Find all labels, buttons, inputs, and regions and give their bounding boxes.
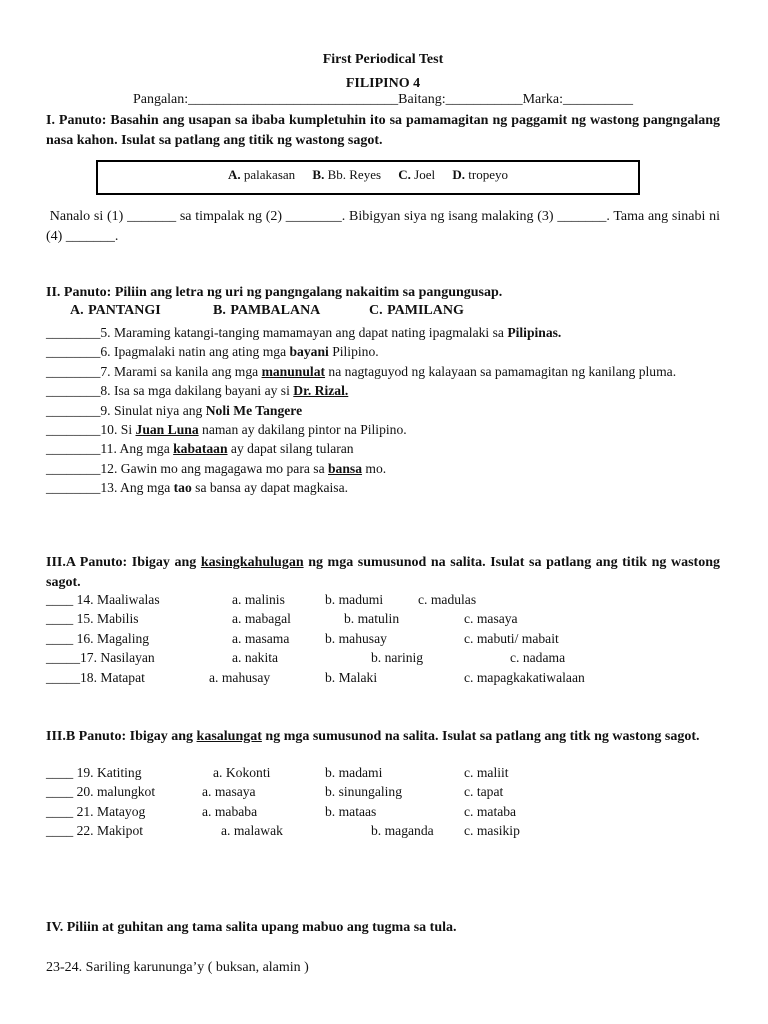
part2-item [46,381,720,400]
part3b-items [46,765,720,843]
question-word: ____ 15. Mabilis [46,611,139,627]
part2-item [46,420,720,439]
item-text: ________12. Gawin mo ang magagawa mo para sa [46,460,328,476]
part3b-instruction [46,727,720,747]
choice-b [312,167,381,182]
instruction-pre: III.B Panuto: Ibigay ang [46,729,197,744]
part3a-instruction [46,553,720,593]
question-word: ____ 14. Maaliwalas [46,592,160,607]
option-c: c. mabuti/ mabait [464,630,559,646]
option-b: b. matulin [344,611,400,627]
option-b: b. Malaki [325,669,378,685]
part2-instruction: II. Panuto: Piliin ang letra ng uri ng pangngalang nakaitim sa pangungusap. [46,285,503,300]
part2-item [46,342,720,361]
instruction-post: ng mga sumusunod na salita. Isulat sa patlang ang titk ng wastong sagot. [261,729,700,744]
question-row [46,592,720,611]
option-c: c. mapagkakatiwalaan [464,669,585,685]
part2-items [46,323,720,498]
option-a: a. masaya [202,784,256,800]
item-text-post: sa bansa ay dapat magkaisa. [191,480,349,496]
score-label: Marka: [522,92,564,107]
option-c: c. masaya [464,611,518,627]
subject-title: FILIPINO 4 [345,76,421,91]
key-noun: bansa [328,460,363,476]
grade-blank: ___________ [445,92,523,107]
student-info-line [46,92,720,108]
instruction-pre: III.A Panuto: Ibigay ang [46,555,201,570]
choice-letter: A. [228,167,241,182]
option-c: c. mataba [464,803,517,819]
question-word: _____18. Matapat [46,669,145,685]
question-row [46,631,720,650]
key-noun: Noli Me Tangere [205,402,303,418]
question-word: ____ 22. Makipot [46,823,144,839]
choice-letter: B. [312,167,325,182]
option-b: b. maganda [371,823,434,839]
key-noun: Dr. Rizal. [293,383,349,399]
option-a: a. malawak [221,823,283,839]
item-text: ________10. Si [46,422,136,438]
choice-a [228,167,295,182]
option-a: a. mabagal [232,611,291,627]
part4-instruction: IV. Piliin at guhitan ang tama salita upang mabuo ang tugma sa tula. [46,920,457,935]
part2-item [46,439,720,458]
part1-instruction: I. Panuto: Basahin ang usapan sa ibaba kumpletuhin ito sa pamamagitan ng paggamit ng wastong pangngalang nasa kahon. Isulat sa patlang ang titik ng wastong sagot. [46,113,720,148]
key-noun: bayani [289,344,329,360]
part2-item [46,323,720,342]
name-label: Pangalan: [132,92,189,107]
part2-item [46,362,720,381]
part3a-items [46,592,720,689]
choice-text: tropeyo [468,167,508,182]
choice-box [96,160,640,195]
key-noun: tao [173,480,192,496]
option-a: a. nakita [232,650,279,666]
grade-label: Baitang: [398,92,446,107]
part2-item [46,459,720,478]
option-b: b. madami [325,765,383,780]
item-text: ________6. Ipagmalaki natin ang ating mga [46,344,290,360]
question-word: _____17. Nasilayan [46,650,155,666]
score-blank: __________ [563,92,634,107]
category-option: A. PANTANGI [70,303,161,318]
question-row [46,823,720,842]
question-row [46,650,720,669]
item-text: ________5. Maraming katangi-tanging mamamayan ang dapat nating ipagmalaki sa [46,325,508,340]
question-row [46,804,720,823]
question-row [46,670,720,689]
key-noun: manunulat [261,363,326,379]
instruction-post: ng mga sumusunod na salita. Isulat sa patlang ang titik ng wastong sagot. [46,555,720,590]
test-title: First Periodical Test [322,52,444,67]
question-row [46,611,720,630]
item-text-post: na nagtaguyod ng kalayaan sa pamamagitan ng kanilang pluma. [325,363,677,379]
choice-text: Joel [414,167,436,182]
category-options [70,303,464,319]
item-text-post: Pilipino. [328,344,379,360]
option-c: c. maliit [464,765,509,780]
choice-letter: C. [398,167,411,182]
item-text: ________13. Ang mga [46,480,174,496]
choice-d [452,167,508,182]
part2-item [46,401,720,420]
option-b: b. sinungaling [325,784,403,800]
item-text-post: ay dapat silang tularan [227,441,354,457]
paragraph-text: Nanalo si (1) _______ sa timpalak ng (2) ________. Bibigyan siya ng isang malaking (3) _______. Tama ang sinabi ni (4) _______. [46,209,720,244]
question-row [46,765,720,784]
choice-text: palakasan [243,167,296,182]
question-word: ____ 20. malungkot [46,784,156,800]
choice-text: Bb. Reyes [327,167,382,182]
part4-item: 23-24. Sariling karununga’y ( buksan, alamin ) [46,960,309,975]
item-text-post: mo. [362,460,387,476]
option-b: b. narinig [371,650,424,666]
question-word: ____ 16. Magaling [46,630,150,646]
option-c: c. madulas [418,592,477,607]
option-a: a. malinis [232,592,285,607]
option-c: c. tapat [464,784,504,800]
choice-letter: D. [452,167,466,182]
item-text: ________11. Ang mga [46,441,174,457]
instruction-key: kasingkahulugan [200,555,304,570]
key-noun: Juan Luna [135,422,199,438]
option-c: c. nadama [510,650,566,666]
category-option: C. PAMILANG [369,303,464,318]
key-noun: kabataan [173,441,228,457]
question-word: ____ 19. Katiting [46,765,142,780]
instruction-key: kasalungat [196,729,262,744]
key-noun: Pilipinas. [507,325,562,340]
question-word: ____ 21. Matayog [46,803,146,819]
option-a: a. mahusay [209,669,271,685]
option-b: b. mataas [325,803,377,819]
item-text: ________7. Marami sa kanila ang mga [46,363,262,379]
option-c: c. masikip [464,823,520,839]
choice-c [398,167,435,182]
question-row [46,784,720,803]
item-text: ________9. Sinulat niya ang [46,402,206,418]
fill-in-paragraph [46,207,720,247]
option-b: b. mahusay [325,630,387,646]
option-a: a. Kokonti [213,765,271,780]
name-blank: ______________________________ [188,92,399,107]
option-b: b. madumi [325,592,384,607]
part2-item [46,478,720,497]
category-option: B. PAMBALANA [213,303,321,318]
option-a: a. masama [232,630,290,646]
option-a: a. mababa [202,803,258,819]
item-text: ________8. Isa sa mga dakilang bayani ay si [46,383,294,399]
item-text-post: naman ay dakilang pintor na Pilipino. [198,422,407,438]
